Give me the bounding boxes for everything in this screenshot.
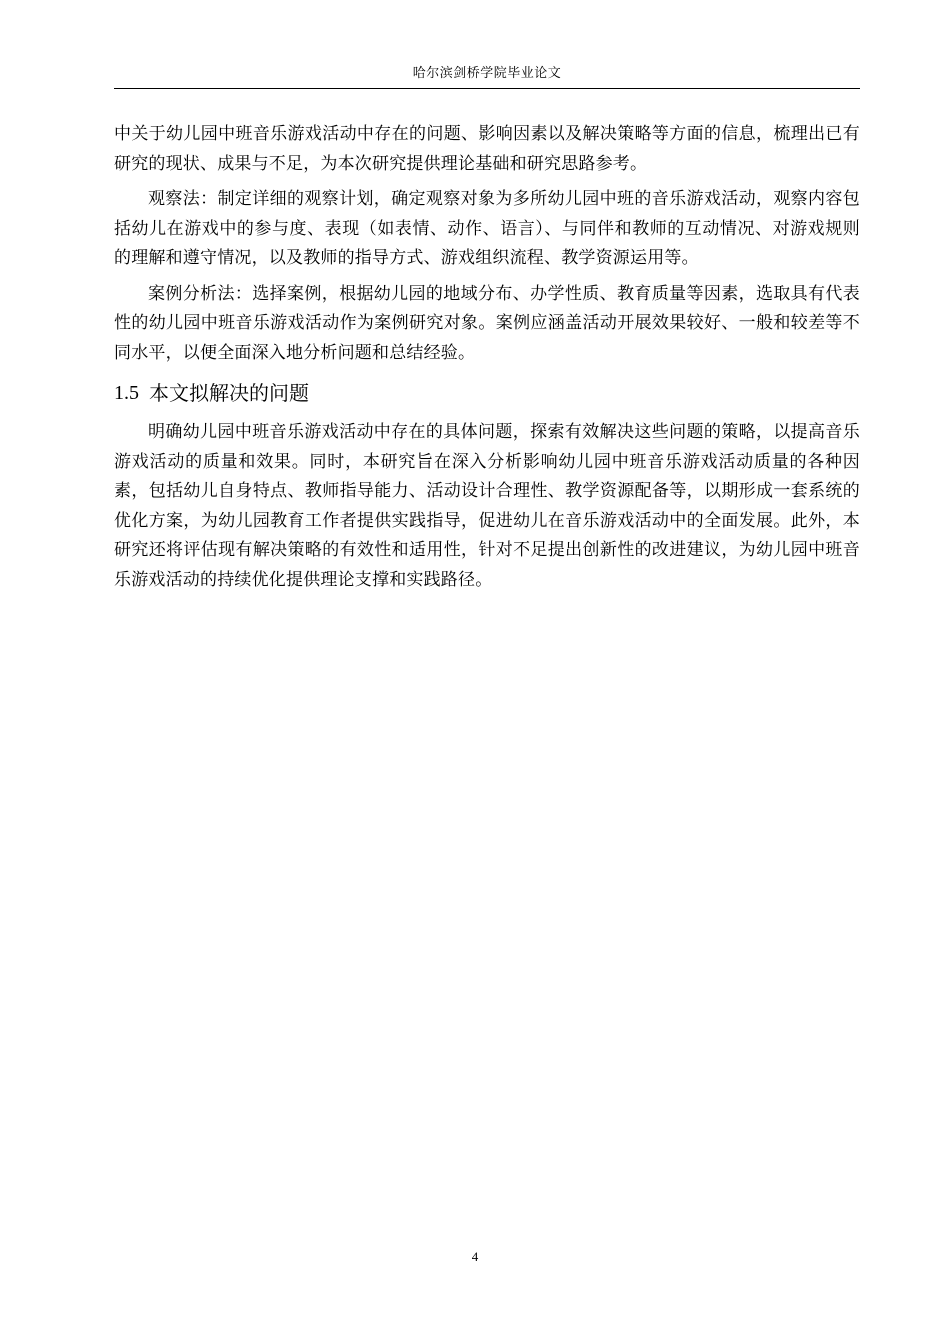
body-text xyxy=(114,120,860,595)
paragraph-observation-method: 观察法：制定详细的观察计划，确定观察对象为多所幼儿园中班的音乐游戏活动，观察内容包括幼儿在游戏中的参与度、表现（如表情、动作、语言）、与同伴和教师的互动情况、对游戏规则的理解和遵守情况，以及教师的指导方式、游戏组织流程、教学资源运用等。 xyxy=(114,189,860,268)
running-header: 哈尔滨剑桥学院毕业论文 xyxy=(412,66,562,81)
section-number: 1.5 xyxy=(114,382,139,404)
header-rule xyxy=(114,88,860,89)
section-heading xyxy=(114,376,860,410)
page-number: 4 xyxy=(471,1249,479,1264)
section-title: 本文拟解决的问题 xyxy=(149,381,309,405)
paragraph-continued: 中关于幼儿园中班音乐游戏活动中存在的问题、影响因素以及解决策略等方面的信息，梳理出已有研究的现状、成果与不足，为本次研究提供理论基础和研究思路参考。 xyxy=(114,124,860,174)
paragraph-problems-to-solve: 明确幼儿园中班音乐游戏活动中存在的具体问题，探索有效解决这些问题的策略，以提高音乐游戏活动的质量和效果。同时，本研究旨在深入分析影响幼儿园中班音乐游戏活动质量的各种因素，包括幼儿自身特点、教师指导能力、活动设计合理性、教学资源配备等，以期形成一套系统的优化方案，为幼儿园教育工作者提供实践指导，促进幼儿在音乐游戏活动中的全面发展。此外，本研究还将评估现有解决策略的有效性和适用性，针对不足提出创新性的改进建议，为幼儿园中班音乐游戏活动的持续优化提供理论支撑和实践路径。 xyxy=(114,422,860,590)
paragraph-case-analysis-method: 案例分析法：选择案例，根据幼儿园的地域分布、办学性质、教育质量等因素，选取具有代表性的幼儿园中班音乐游戏活动作为案例研究对象。案例应涵盖活动开展效果较好、一般和较差等不同水平，以便全面深入地分析问题和总结经验。 xyxy=(114,283,860,363)
